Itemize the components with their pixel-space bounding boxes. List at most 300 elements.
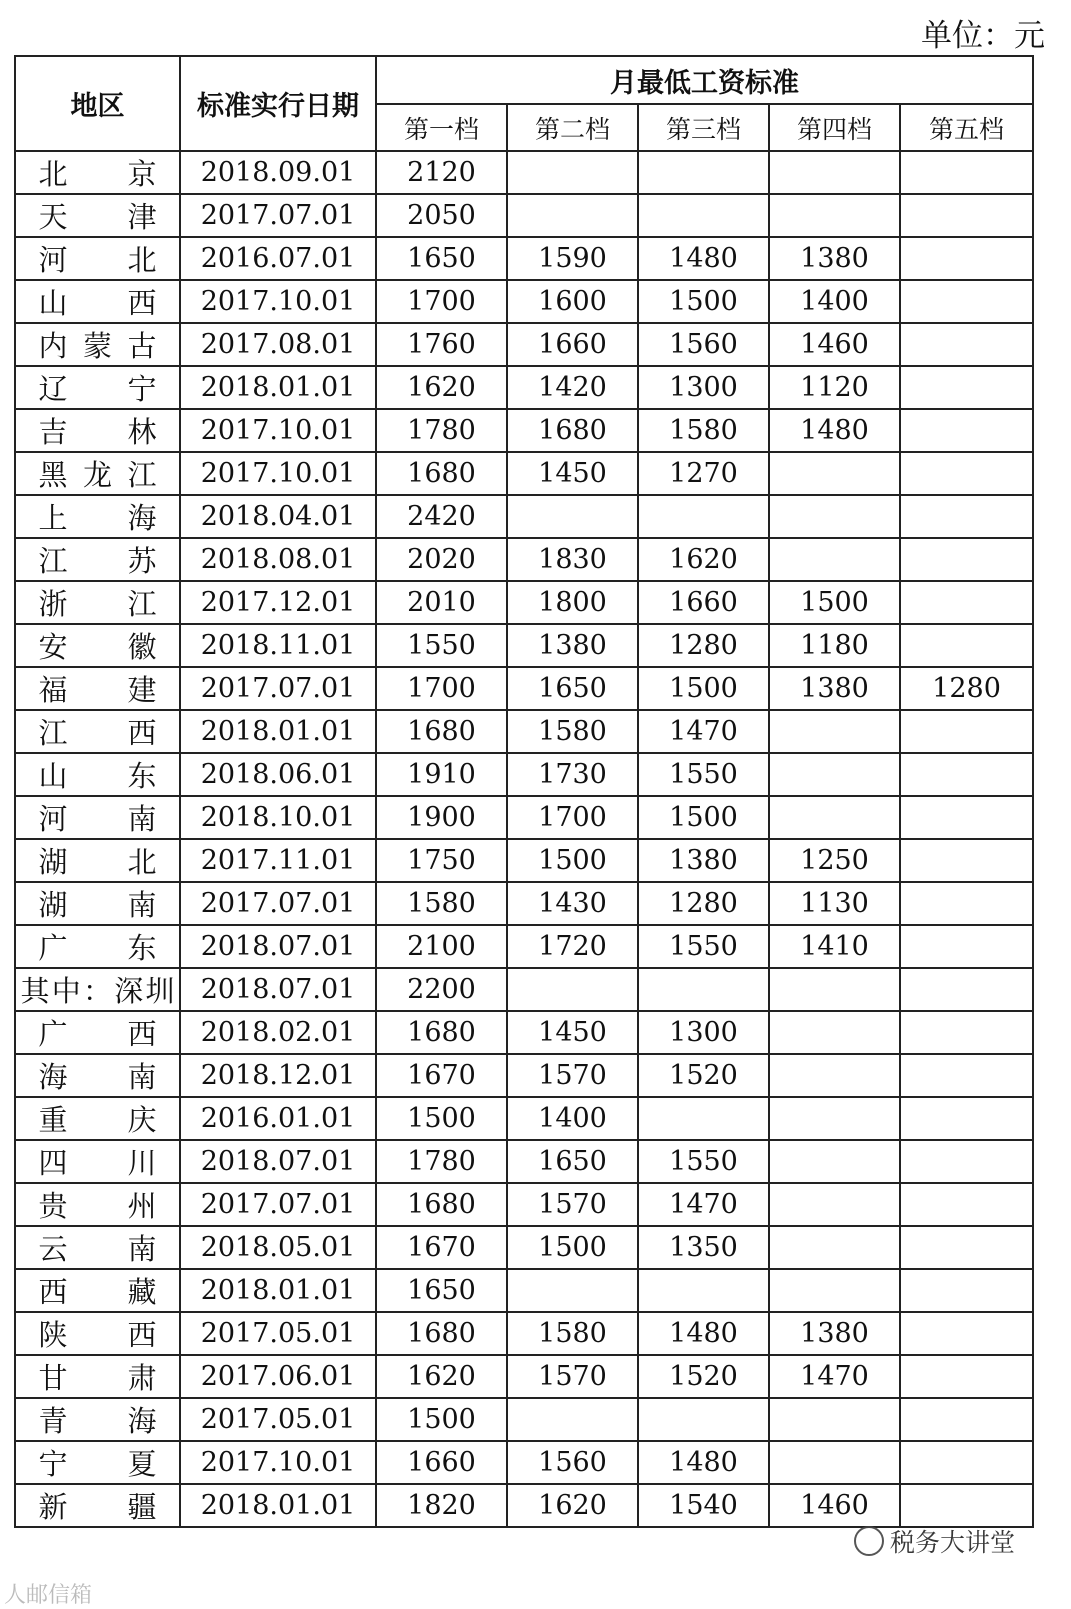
region-cell: [15, 1312, 180, 1355]
tier-2-cell: 1580: [507, 1312, 638, 1355]
wechat-icon: [854, 1526, 884, 1556]
region-cell: [15, 1183, 180, 1226]
tier-4-cell: [769, 1441, 900, 1484]
header-tier-3: 第三档: [638, 104, 769, 151]
tier-1-cell: 1900: [376, 796, 507, 839]
table-row: [15, 1226, 1033, 1269]
region-name: 浙 江: [38, 587, 157, 621]
tier-4-cell: [769, 452, 900, 495]
region-name: 青 海: [38, 1404, 157, 1438]
region-name: 重 庆: [38, 1103, 157, 1137]
tier-5-cell: [900, 366, 1033, 409]
region-cell: [15, 151, 180, 194]
table-row: [15, 581, 1033, 624]
tier-5-cell: [900, 753, 1033, 796]
region-cell: [15, 667, 180, 710]
tier-2-cell: 1380: [507, 624, 638, 667]
tier-4-cell: 1410: [769, 925, 900, 968]
region-cell: [15, 452, 180, 495]
region-cell: [15, 366, 180, 409]
tier-2-cell: 1500: [507, 1226, 638, 1269]
date-cell: 2017.10.01: [180, 280, 376, 323]
tier-2-cell: 1400: [507, 1097, 638, 1140]
region-cell: [15, 1484, 180, 1527]
region-cell: [15, 796, 180, 839]
date-cell: 2017.06.01: [180, 1355, 376, 1398]
tier-3-cell: [638, 968, 769, 1011]
region-cell: [15, 753, 180, 796]
date-cell: 2018.08.01: [180, 538, 376, 581]
date-cell: 2017.05.01: [180, 1398, 376, 1441]
region-cell: [15, 495, 180, 538]
header-region: 地区: [15, 56, 180, 151]
tier-2-cell: 1570: [507, 1183, 638, 1226]
table-row: [15, 1183, 1033, 1226]
date-cell: 2018.07.01: [180, 968, 376, 1011]
table-row: [15, 882, 1033, 925]
date-cell: 2017.11.01: [180, 839, 376, 882]
date-cell: 2017.07.01: [180, 667, 376, 710]
tier-2-cell: 1730: [507, 753, 638, 796]
table-body: [15, 151, 1033, 1527]
date-cell: 2018.01.01: [180, 710, 376, 753]
region-cell: [15, 1097, 180, 1140]
tier-3-cell: 1300: [638, 1011, 769, 1054]
tier-1-cell: 2020: [376, 538, 507, 581]
tier-5-cell: [900, 1355, 1033, 1398]
tier-1-cell: 1780: [376, 409, 507, 452]
table-row: [15, 1054, 1033, 1097]
watermark: [854, 1523, 1015, 1559]
table-row: [15, 1484, 1033, 1527]
tier-2-cell: 1580: [507, 710, 638, 753]
table-row: [15, 1355, 1033, 1398]
table-row: [15, 194, 1033, 237]
tier-1-cell: 2420: [376, 495, 507, 538]
tier-4-cell: [769, 1226, 900, 1269]
region-name: 陕 西: [38, 1318, 157, 1352]
tier-2-cell: 1560: [507, 1441, 638, 1484]
date-cell: 2018.09.01: [180, 151, 376, 194]
tier-2-cell: [507, 1398, 638, 1441]
tier-4-cell: [769, 753, 900, 796]
table-row: [15, 925, 1033, 968]
tier-3-cell: 1660: [638, 581, 769, 624]
region-name: 湖 北: [38, 845, 157, 879]
table-row: [15, 409, 1033, 452]
tier-3-cell: 1280: [638, 882, 769, 925]
tier-4-cell: 1400: [769, 280, 900, 323]
tier-2-cell: 1590: [507, 237, 638, 280]
table-row: [15, 280, 1033, 323]
region-cell: [15, 882, 180, 925]
header-tier-2: 第二档: [507, 104, 638, 151]
table-row: [15, 968, 1033, 1011]
tier-2-cell: [507, 194, 638, 237]
tier-1-cell: 1910: [376, 753, 507, 796]
date-cell: 2018.12.01: [180, 1054, 376, 1097]
minimum-wage-table: [14, 55, 1034, 1528]
region-name: 湖 南: [38, 888, 157, 922]
tier-2-cell: 1570: [507, 1054, 638, 1097]
region-cell: [15, 1398, 180, 1441]
tier-3-cell: 1480: [638, 1441, 769, 1484]
region-name: 河 北: [38, 243, 157, 277]
region-name: 西 藏: [38, 1275, 157, 1309]
tier-4-cell: 1380: [769, 237, 900, 280]
tier-4-cell: 1460: [769, 323, 900, 366]
tier-2-cell: 1420: [507, 366, 638, 409]
date-cell: 2018.07.01: [180, 1140, 376, 1183]
region-name: 上 海: [38, 501, 157, 535]
region-cell: [15, 280, 180, 323]
table-row: [15, 796, 1033, 839]
tier-1-cell: 1580: [376, 882, 507, 925]
tier-1-cell: 1500: [376, 1097, 507, 1140]
region-name: 天 津: [38, 200, 157, 234]
tier-3-cell: [638, 194, 769, 237]
date-cell: 2018.01.01: [180, 366, 376, 409]
tier-4-cell: [769, 1140, 900, 1183]
region-name: 宁 夏: [38, 1447, 157, 1481]
tier-4-cell: 1130: [769, 882, 900, 925]
unit-label: 单位：元: [921, 18, 1045, 54]
region-cell: [15, 1441, 180, 1484]
tier-5-cell: [900, 1226, 1033, 1269]
tier-3-cell: 1300: [638, 366, 769, 409]
tier-5-cell: [900, 1269, 1033, 1312]
region-cell: [15, 1269, 180, 1312]
date-cell: 2017.10.01: [180, 1441, 376, 1484]
tier-2-cell: 1650: [507, 1140, 638, 1183]
tier-5-cell: [900, 710, 1033, 753]
region-name: 吉 林: [38, 415, 157, 449]
table-row: [15, 753, 1033, 796]
tier-5-cell: [900, 1097, 1033, 1140]
tier-2-cell: 1720: [507, 925, 638, 968]
tier-1-cell: 2050: [376, 194, 507, 237]
tier-1-cell: 1650: [376, 237, 507, 280]
header-tier-4: 第四档: [769, 104, 900, 151]
table-row: [15, 1312, 1033, 1355]
region-name: 云 南: [38, 1232, 157, 1266]
table-row: [15, 710, 1033, 753]
region-cell: [15, 237, 180, 280]
tier-5-cell: [900, 796, 1033, 839]
table-row: [15, 452, 1033, 495]
tier-4-cell: [769, 194, 900, 237]
tier-2-cell: 1700: [507, 796, 638, 839]
region-cell: [15, 409, 180, 452]
tier-3-cell: 1500: [638, 796, 769, 839]
tier-4-cell: [769, 710, 900, 753]
table-row: [15, 624, 1033, 667]
tier-4-cell: [769, 1183, 900, 1226]
tier-3-cell: [638, 1269, 769, 1312]
region-cell: [15, 581, 180, 624]
table-row: [15, 237, 1033, 280]
tier-3-cell: 1520: [638, 1355, 769, 1398]
tier-5-cell: [900, 581, 1033, 624]
tier-1-cell: 1680: [376, 1312, 507, 1355]
region-cell: [15, 1226, 180, 1269]
tier-2-cell: 1430: [507, 882, 638, 925]
region-name: 广 东: [38, 931, 157, 965]
tier-1-cell: 1670: [376, 1226, 507, 1269]
tier-5-cell: [900, 1441, 1033, 1484]
tier-2-cell: 1450: [507, 1011, 638, 1054]
region-cell: [15, 925, 180, 968]
tier-3-cell: 1280: [638, 624, 769, 667]
header-tier-5: 第五档: [900, 104, 1033, 151]
region-cell: [15, 1011, 180, 1054]
tier-1-cell: 2120: [376, 151, 507, 194]
region-name: 江 苏: [38, 544, 157, 578]
date-cell: 2018.06.01: [180, 753, 376, 796]
tier-1-cell: 1550: [376, 624, 507, 667]
date-cell: 2016.01.01: [180, 1097, 376, 1140]
watermark-left: 人邮信箱: [4, 1583, 93, 1608]
tier-5-cell: [900, 839, 1033, 882]
tier-3-cell: 1580: [638, 409, 769, 452]
tier-1-cell: 1500: [376, 1398, 507, 1441]
region-name: 福 建: [38, 673, 157, 707]
date-cell: 2017.12.01: [180, 581, 376, 624]
tier-4-cell: [769, 1011, 900, 1054]
tier-4-cell: 1380: [769, 1312, 900, 1355]
date-cell: 2018.07.01: [180, 925, 376, 968]
tier-3-cell: [638, 1097, 769, 1140]
tier-4-cell: 1500: [769, 581, 900, 624]
tier-4-cell: 1460: [769, 1484, 900, 1527]
region-name: 贵 州: [38, 1189, 157, 1223]
tier-5-cell: [900, 1140, 1033, 1183]
tier-5-cell: [900, 409, 1033, 452]
tier-4-cell: 1250: [769, 839, 900, 882]
tier-1-cell: 1820: [376, 1484, 507, 1527]
tier-5-cell: [900, 237, 1033, 280]
tier-3-cell: 1480: [638, 1312, 769, 1355]
table-row: [15, 1398, 1033, 1441]
tier-1-cell: 1760: [376, 323, 507, 366]
date-cell: 2018.05.01: [180, 1226, 376, 1269]
region-cell: [15, 968, 180, 1011]
table-row: [15, 366, 1033, 409]
tier-5-cell: [900, 538, 1033, 581]
region-cell: [15, 1140, 180, 1183]
region-cell: [15, 538, 180, 581]
table-row: [15, 1140, 1033, 1183]
header-group: 月最低工资标准: [376, 56, 1033, 104]
tier-3-cell: 1550: [638, 1140, 769, 1183]
tier-2-cell: 1660: [507, 323, 638, 366]
date-cell: 2018.02.01: [180, 1011, 376, 1054]
tier-1-cell: 1670: [376, 1054, 507, 1097]
tier-4-cell: [769, 1054, 900, 1097]
region-cell: [15, 323, 180, 366]
tier-2-cell: 1570: [507, 1355, 638, 1398]
tier-2-cell: 1500: [507, 839, 638, 882]
tier-4-cell: [769, 495, 900, 538]
tier-1-cell: 1650: [376, 1269, 507, 1312]
tier-1-cell: 1750: [376, 839, 507, 882]
watermark-text: 税务大讲堂: [889, 1528, 1015, 1557]
table-row: [15, 1441, 1033, 1484]
date-cell: 2018.04.01: [180, 495, 376, 538]
region-name: 黑龙江: [38, 458, 157, 492]
region-name: 甘 肃: [38, 1361, 157, 1395]
tier-1-cell: 1660: [376, 1441, 507, 1484]
tier-4-cell: [769, 538, 900, 581]
tier-5-cell: 1280: [900, 667, 1033, 710]
table-row: [15, 538, 1033, 581]
table-row: [15, 1097, 1033, 1140]
table-row: [15, 839, 1033, 882]
date-cell: 2018.10.01: [180, 796, 376, 839]
tier-3-cell: 1480: [638, 237, 769, 280]
tier-1-cell: 1700: [376, 280, 507, 323]
region-name: 内蒙古: [38, 329, 157, 363]
tier-4-cell: [769, 1398, 900, 1441]
region-name: 海 南: [38, 1060, 157, 1094]
tier-5-cell: [900, 194, 1033, 237]
tier-1-cell: 2010: [376, 581, 507, 624]
region-cell: [15, 839, 180, 882]
date-cell: 2017.08.01: [180, 323, 376, 366]
region-name: 四 川: [38, 1146, 157, 1180]
region-name: 北 京: [38, 157, 157, 191]
tier-3-cell: 1620: [638, 538, 769, 581]
tier-3-cell: 1550: [638, 753, 769, 796]
date-cell: 2017.05.01: [180, 1312, 376, 1355]
header-tier-1: 第一档: [376, 104, 507, 151]
tier-5-cell: [900, 1054, 1033, 1097]
tier-5-cell: [900, 1312, 1033, 1355]
tier-3-cell: 1380: [638, 839, 769, 882]
tier-5-cell: [900, 1183, 1033, 1226]
tier-4-cell: 1380: [769, 667, 900, 710]
header-date: 标准实行日期: [180, 56, 376, 151]
date-cell: 2017.07.01: [180, 1183, 376, 1226]
tier-2-cell: 1600: [507, 280, 638, 323]
region-name: 河 南: [38, 802, 157, 836]
tier-5-cell: [900, 452, 1033, 495]
table-row: [15, 151, 1033, 194]
tier-4-cell: [769, 151, 900, 194]
tier-5-cell: [900, 280, 1033, 323]
tier-1-cell: 1620: [376, 1355, 507, 1398]
tier-2-cell: 1650: [507, 667, 638, 710]
region-name: 新 疆: [38, 1490, 157, 1524]
tier-5-cell: [900, 1011, 1033, 1054]
tier-5-cell: [900, 1484, 1033, 1527]
tier-2-cell: 1830: [507, 538, 638, 581]
region-name: 辽 宁: [38, 372, 157, 406]
tier-4-cell: 1180: [769, 624, 900, 667]
table-row: [15, 1269, 1033, 1312]
region-name: 山 西: [38, 286, 157, 320]
tier-5-cell: [900, 624, 1033, 667]
tier-2-cell: [507, 968, 638, 1011]
tier-1-cell: 1780: [376, 1140, 507, 1183]
table-row: [15, 495, 1033, 538]
region-name: 安 徽: [38, 630, 157, 664]
region-name: 其中：深圳: [20, 974, 175, 1008]
tier-3-cell: 1550: [638, 925, 769, 968]
tier-5-cell: [900, 323, 1033, 366]
tier-3-cell: [638, 495, 769, 538]
tier-3-cell: 1470: [638, 710, 769, 753]
date-cell: 2016.07.01: [180, 237, 376, 280]
date-cell: 2018.01.01: [180, 1269, 376, 1312]
tier-3-cell: 1500: [638, 667, 769, 710]
tier-4-cell: 1120: [769, 366, 900, 409]
region-cell: [15, 710, 180, 753]
tier-5-cell: [900, 882, 1033, 925]
region-cell: [15, 624, 180, 667]
tier-5-cell: [900, 151, 1033, 194]
tier-2-cell: 1620: [507, 1484, 638, 1527]
table-row: [15, 323, 1033, 366]
region-cell: [15, 1355, 180, 1398]
tier-1-cell: 1700: [376, 667, 507, 710]
region-cell: [15, 1054, 180, 1097]
tier-2-cell: [507, 495, 638, 538]
region-name: 山 东: [38, 759, 157, 793]
tier-1-cell: 1620: [376, 366, 507, 409]
tier-3-cell: [638, 1398, 769, 1441]
tier-1-cell: 2200: [376, 968, 507, 1011]
tier-1-cell: 1680: [376, 1183, 507, 1226]
tier-5-cell: [900, 925, 1033, 968]
tier-3-cell: 1560: [638, 323, 769, 366]
table-row: [15, 667, 1033, 710]
tier-5-cell: [900, 1398, 1033, 1441]
tier-3-cell: [638, 151, 769, 194]
tier-3-cell: 1520: [638, 1054, 769, 1097]
date-cell: 2018.01.01: [180, 1484, 376, 1527]
tier-3-cell: 1470: [638, 1183, 769, 1226]
tier-2-cell: [507, 1269, 638, 1312]
tier-4-cell: [769, 796, 900, 839]
region-name: 广 西: [38, 1017, 157, 1051]
tier-3-cell: 1540: [638, 1484, 769, 1527]
date-cell: 2017.07.01: [180, 194, 376, 237]
tier-4-cell: [769, 968, 900, 1011]
tier-3-cell: 1500: [638, 280, 769, 323]
table-row: [15, 1011, 1033, 1054]
region-name: 江 西: [38, 716, 157, 750]
tier-1-cell: 2100: [376, 925, 507, 968]
tier-2-cell: 1800: [507, 581, 638, 624]
tier-4-cell: [769, 1269, 900, 1312]
tier-1-cell: 1680: [376, 452, 507, 495]
date-cell: 2017.10.01: [180, 452, 376, 495]
tier-4-cell: [769, 1097, 900, 1140]
tier-2-cell: 1450: [507, 452, 638, 495]
tier-3-cell: 1350: [638, 1226, 769, 1269]
date-cell: 2017.10.01: [180, 409, 376, 452]
region-cell: [15, 194, 180, 237]
tier-3-cell: 1270: [638, 452, 769, 495]
date-cell: 2018.11.01: [180, 624, 376, 667]
tier-1-cell: 1680: [376, 710, 507, 753]
tier-1-cell: 1680: [376, 1011, 507, 1054]
date-cell: 2017.07.01: [180, 882, 376, 925]
tier-4-cell: 1470: [769, 1355, 900, 1398]
tier-5-cell: [900, 495, 1033, 538]
tier-2-cell: 1680: [507, 409, 638, 452]
